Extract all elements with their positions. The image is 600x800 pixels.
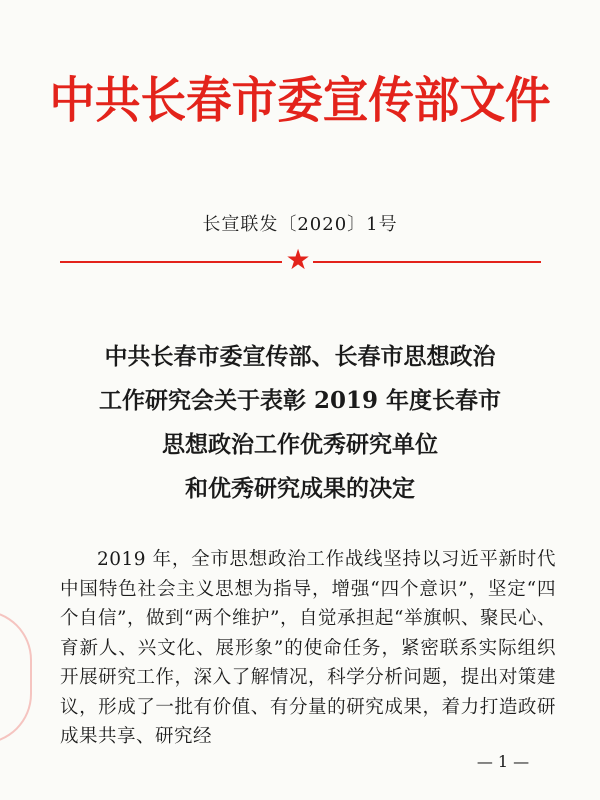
document-number: 长宣联发〔2020〕1号	[202, 214, 398, 235]
red-divider-right	[313, 261, 541, 263]
decision-title	[0, 335, 600, 511]
page-number: — 1 —	[476, 752, 530, 771]
star-icon: ★	[285, 243, 311, 276]
body-paragraph: 2019 年，全市思想政治工作战线坚持以习近平新时代中国特色社会主义思想为指导，增强“四个意识”，坚定“四个自信”，做到“两个维护”，自觉承担起“举旗帜、聚民心、育新人、兴文化、展形象”的使命任务，紧密联系实际组织开展研究工作，深入了解情况，科学分析问题，提出对策建议，形成了一批有价值、有分量的研究成果，着力打造政研成果共享、研究经	[60, 549, 556, 747]
document-header-title: 中共长春市委宣传部文件	[49, 71, 551, 129]
decision-title-line: 工作研究会关于表彰 2019 年度长春市	[98, 387, 502, 414]
red-divider-left	[60, 261, 282, 263]
seal-stamp-edge	[0, 610, 32, 744]
decision-title-line: 和优秀研究成果的决定	[185, 475, 415, 502]
decision-title-line: 思想政治工作优秀研究单位	[162, 431, 438, 458]
decision-title-line: 中共长春市委宣传部、长春市思想政治	[104, 343, 496, 370]
